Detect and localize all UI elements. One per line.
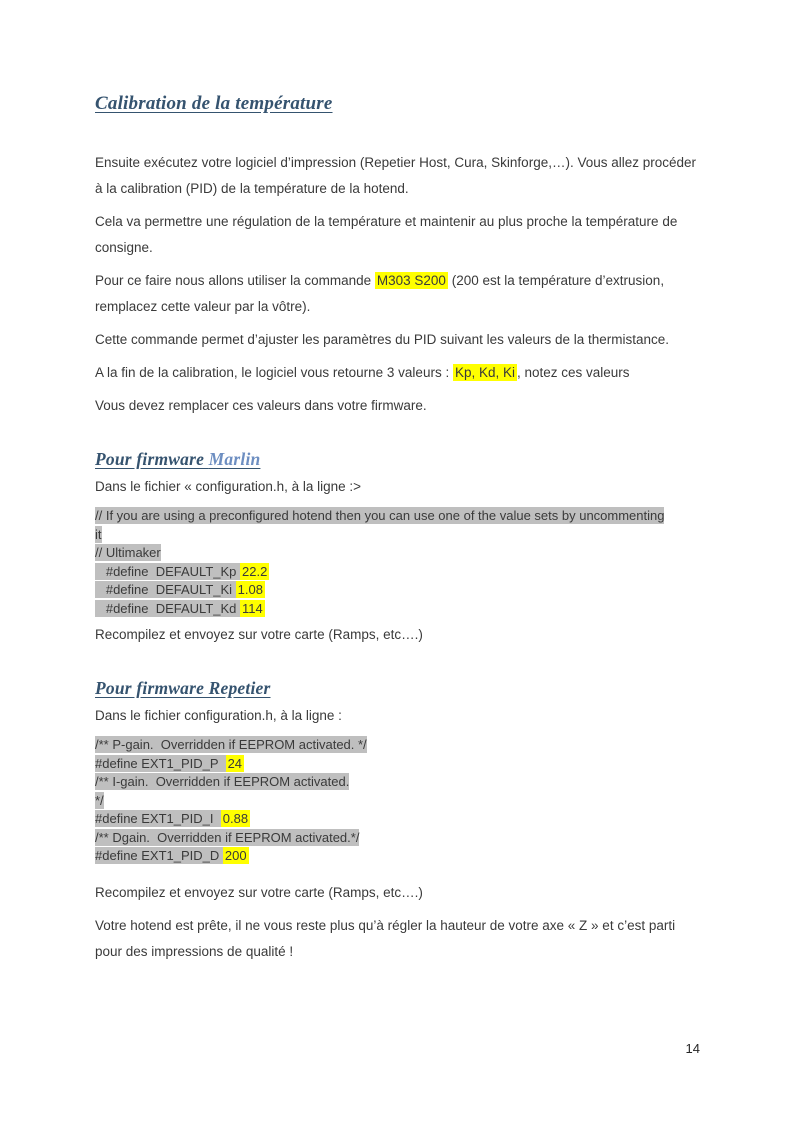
paragraph-intro-1: Ensuite exécutez votre logiciel d’impression (Repetier Host, Cura, Skinforge,…). Vous allez procéder à la calibration (PID) de la température de la hotend. — [95, 155, 697, 196]
heading-marlin — [95, 447, 699, 471]
code-line — [95, 773, 699, 792]
page-number: 14 — [685, 1041, 700, 1056]
code-gray-segment: */ — [95, 792, 104, 808]
paragraph-command-before: Pour ce faire nous allons utiliser la commande — [95, 273, 375, 288]
code-line — [95, 810, 699, 829]
code-line — [95, 507, 699, 526]
paragraph-command — [95, 268, 699, 320]
code-gray-segment: #define DEFAULT_Kd — [95, 600, 241, 616]
paragraph-intro-2: Cela va permettre une régulation de la température et maintenir au plus proche la température de consigne. — [95, 214, 678, 255]
repetier-recompile-note: Recompilez et envoyez sur votre carte (Ramps, etc….) — [95, 884, 423, 900]
code-gray-segment: /** P-gain. Overridden if EEPROM activated. */ — [95, 737, 367, 752]
paragraph-values-after: , notez ces valeurs — [517, 365, 630, 380]
code-line — [95, 736, 699, 755]
code-line — [95, 847, 699, 866]
code-line — [95, 526, 699, 545]
marlin-code-block — [95, 507, 699, 618]
code-line — [95, 829, 699, 848]
code-gray-segment: /** Dgain. Overridden if EEPROM activated.*/ — [95, 829, 360, 845]
code-line — [95, 563, 699, 582]
code-gray-segment: #define EXT1_PID_I — [95, 811, 221, 826]
highlight-kp-kd-ki: Kp, Kd, Ki — [454, 365, 515, 380]
highlight-kd-value: 114 — [242, 600, 263, 616]
heading-marlin-accent: Marlin — [208, 449, 261, 469]
paragraph-pid-explain: Cette commande permet d’ajuster les paramètres du PID suivant les valeurs de la thermistance. — [95, 332, 670, 347]
code-line — [95, 581, 699, 600]
heading-repetier: Pour firmware Repetier — [95, 678, 271, 698]
code-gray-segment: #define DEFAULT_Ki — [95, 582, 236, 597]
marlin-recompile-note: Recompilez et envoyez sur votre carte (Ramps, etc….) — [95, 627, 423, 642]
paragraph-replace-values: Vous devez remplacer ces valeurs dans votre firmware. — [95, 398, 427, 413]
highlight-ki-value: 1.08 — [237, 582, 263, 597]
paragraph-values — [95, 360, 699, 386]
code-gray-segment: // If you are using a preconfigured hotend then you can use one of the value sets by uncommenting — [95, 508, 665, 523]
code-line — [95, 755, 699, 774]
page-content — [95, 92, 699, 965]
paragraph-closing: Votre hotend est prête, il ne vous reste plus qu’à régler la hauteur de votre axe « Z » et c’est parti pour des impressions de qualité ! — [95, 917, 676, 959]
highlight-m303-command: M303 S200 — [376, 273, 446, 288]
highlight-pid-p-value: 24 — [227, 755, 243, 771]
page-title: Calibration de la température — [95, 93, 333, 114]
repetier-file-intro: Dans le fichier configuration.h, à la ligne : — [95, 708, 342, 723]
code-gray-segment: it — [95, 526, 102, 542]
highlight-pid-d-value: 200 — [224, 848, 247, 863]
code-line — [95, 600, 699, 619]
heading-marlin-main: Pour firmware — [95, 449, 209, 469]
marlin-file-intro: Dans le fichier « configuration.h, à la ligne :> — [95, 479, 362, 494]
code-gray-segment: #define EXT1_PID_D — [95, 848, 223, 863]
code-gray-segment: // Ultimaker — [95, 545, 161, 560]
paragraph-values-before: A la fin de la calibration, le logiciel vous retourne 3 valeurs : — [95, 365, 453, 380]
paragraph-command-after: (200 est la température d’extrusion, remplacez cette valeur par la vôtre). — [95, 273, 665, 314]
repetier-code-block — [95, 736, 699, 866]
code-gray-segment: #define DEFAULT_Kp — [95, 563, 241, 579]
highlight-kp-value: 22.2 — [242, 563, 268, 579]
code-gray-segment: #define EXT1_PID_P — [95, 755, 226, 771]
code-line — [95, 544, 699, 563]
highlight-pid-i-value: 0.88 — [222, 811, 249, 826]
code-gray-segment: /** I-gain. Overridden if EEPROM activated. — [95, 774, 350, 789]
code-line — [95, 792, 699, 811]
